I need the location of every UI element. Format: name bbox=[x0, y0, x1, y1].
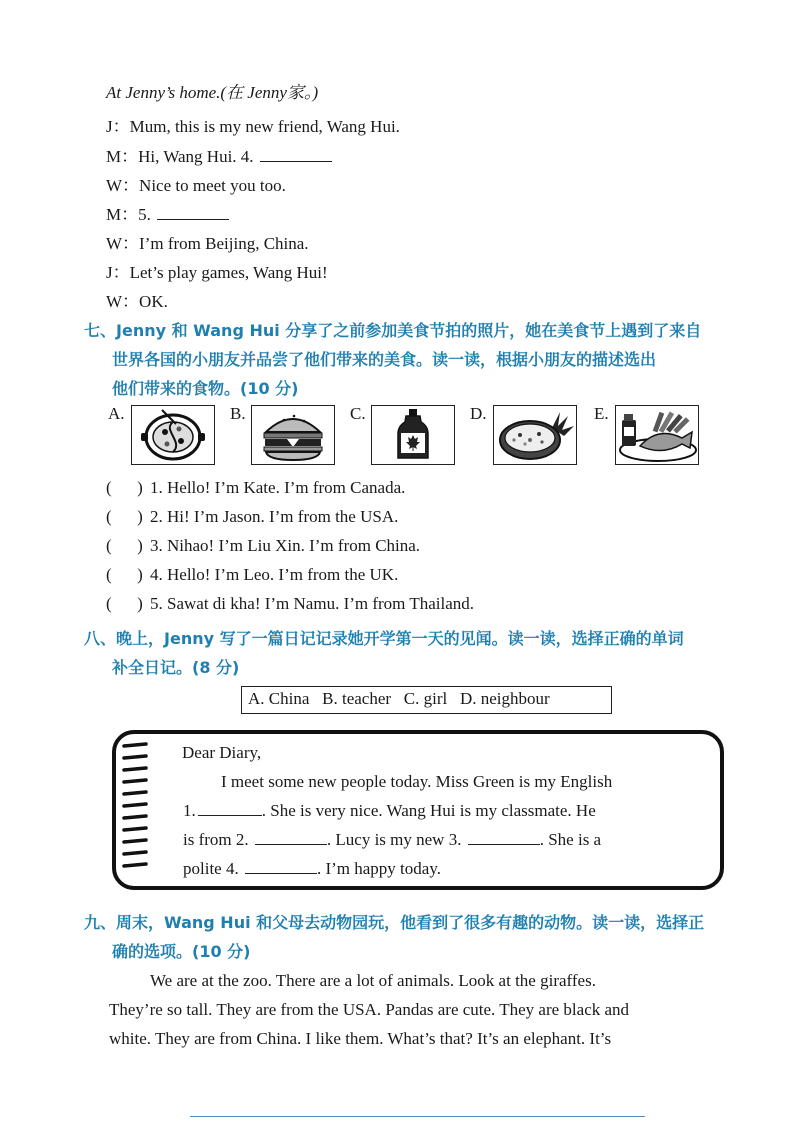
diary-blank-1[interactable] bbox=[198, 801, 262, 816]
diary-blank-2[interactable] bbox=[255, 830, 327, 845]
section-7-title: 七、Jenny 和 Wang Hui 分享了之前参加美食节拍的照片，她在美食节上遇到了来自 bbox=[84, 321, 702, 340]
diary-line: 1. . She is very nice. Wang Hui is my classmate. He bbox=[183, 801, 596, 820]
dialogue-line: W：Nice to meet you too. bbox=[106, 176, 286, 195]
answer-paren[interactable]: ( ) bbox=[106, 565, 143, 584]
option-a-letter: A. bbox=[108, 404, 125, 423]
pineapple-fried-rice-icon bbox=[493, 405, 577, 465]
section-9-title: 九、周末，Wang Hui 和父母去动物园玩，他看到了很多有趣的动物。读一读，选择正 bbox=[84, 913, 705, 932]
bottom-divider bbox=[190, 1116, 645, 1117]
maple-syrup-icon bbox=[371, 405, 455, 465]
passage-line: They’re so tall. They are from the USA. Pandas are cute. They are black and bbox=[109, 1000, 630, 1019]
section-7-title-line2: 世界各国的小朋友并品尝了他们带来的美食。读一读，根据小朋友的描述选出 bbox=[112, 350, 657, 369]
question-row: ( ) 3. Nihao! I’m Liu Xin. I’m from China. bbox=[106, 536, 421, 555]
diary-line: I meet some new people today. Miss Green is my English bbox=[221, 772, 613, 791]
dialogue-line: W：I’m from Beijing, China. bbox=[106, 234, 309, 253]
option-d-letter: D. bbox=[470, 404, 487, 423]
diary-blank-3[interactable] bbox=[468, 830, 540, 845]
question-row: ( ) 2. Hi! I’m Jason. I’m from the USA. bbox=[106, 507, 399, 526]
word-bank: A. China B. teacher C. girl D. neighbour bbox=[241, 686, 612, 714]
section-8-title: 八、晚上，Jenny 写了一篇日记记录她开学第一天的见闻。读一读，选择正确的单词 bbox=[84, 629, 684, 648]
section-8-title-line2: 补全日记。(8 分) bbox=[112, 658, 240, 677]
answer-paren[interactable]: ( ) bbox=[106, 536, 143, 555]
hamburger-icon bbox=[251, 405, 335, 465]
section-9-title-line2: 确的选项。(10 分) bbox=[112, 942, 251, 961]
answer-blank-4[interactable] bbox=[260, 147, 332, 162]
diary-line: polite 4. . I’m happy today. bbox=[183, 859, 441, 878]
spiral-binding-icon bbox=[120, 736, 150, 888]
dialogue-line: W：OK. bbox=[106, 292, 168, 311]
section-7-title-line3: 他们带来的食物。(10 分) bbox=[112, 379, 299, 398]
answer-blank-5[interactable] bbox=[157, 205, 229, 220]
dialogue-line: M：Hi, Wang Hui. 4. bbox=[106, 142, 332, 167]
dialogue-line: M：5. bbox=[106, 200, 229, 225]
option-c-letter: C. bbox=[350, 404, 366, 423]
passage-line: white. They are from China. I like them. What’s that? It’s an elephant. It’s bbox=[109, 1029, 612, 1048]
option-e-letter: E. bbox=[594, 404, 609, 423]
answer-paren[interactable]: ( ) bbox=[106, 478, 143, 497]
option-b-letter: B. bbox=[230, 404, 246, 423]
diary-blank-4[interactable] bbox=[245, 859, 317, 874]
dialogue-scene: At Jenny’s home.(在 Jenny家。) bbox=[106, 83, 319, 102]
answer-paren[interactable]: ( ) bbox=[106, 594, 143, 613]
diary-line: is from 2. . Lucy is my new 3. . She is a bbox=[183, 830, 602, 849]
dialogue-line: J：Let’s play games, Wang Hui! bbox=[106, 263, 328, 282]
question-row: ( ) 5. Sawat di kha! I’m Namu. I’m from Thailand. bbox=[106, 594, 475, 613]
fish-and-chips-icon bbox=[615, 405, 699, 465]
answer-paren[interactable]: ( ) bbox=[106, 507, 143, 526]
question-row: ( ) 4. Hello! I’m Leo. I’m from the UK. bbox=[106, 565, 399, 584]
question-row: ( ) 1. Hello! I’m Kate. I’m from Canada. bbox=[106, 478, 406, 497]
dialogue-line: J：Mum, this is my new friend, Wang Hui. bbox=[106, 117, 400, 136]
hotpot-icon bbox=[131, 405, 215, 465]
passage-line: We are at the zoo. There are a lot of animals. Look at the giraffes. bbox=[150, 971, 596, 990]
diary-greeting: Dear Diary, bbox=[182, 743, 262, 762]
